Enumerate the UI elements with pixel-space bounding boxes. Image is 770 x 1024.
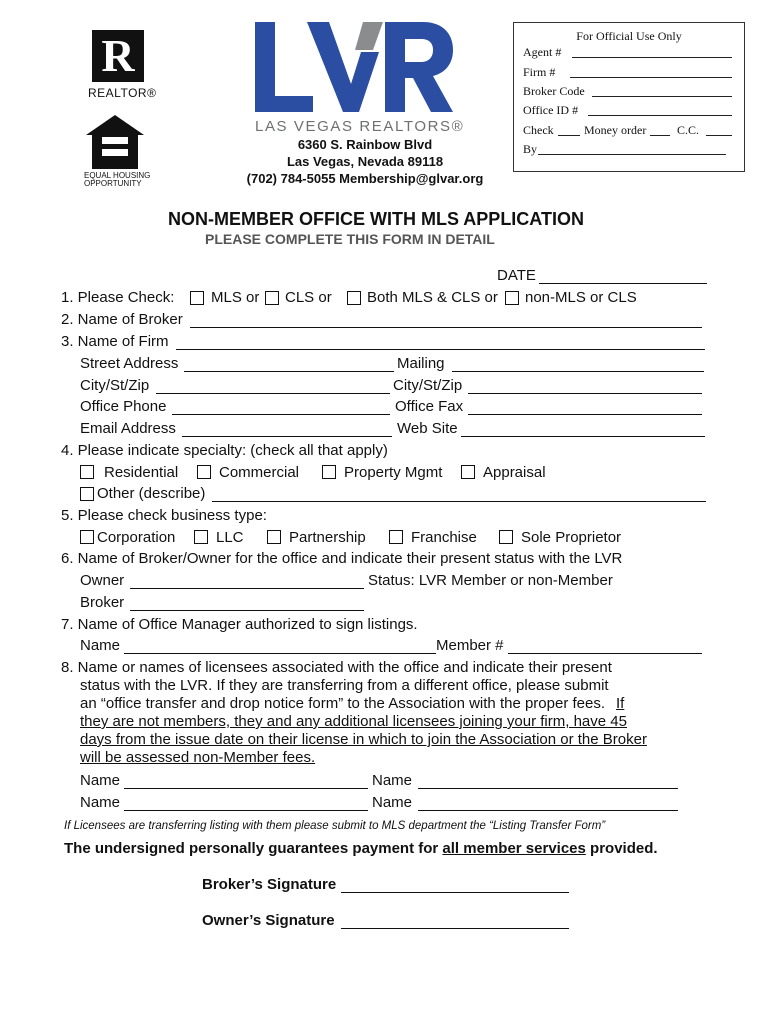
official-by-line[interactable] [538, 154, 726, 155]
official-check-label: Check [523, 123, 554, 137]
equal-housing-house-icon [84, 113, 146, 171]
appraisal-checkbox[interactable] [461, 465, 475, 479]
member-number-label: Member # [436, 637, 504, 654]
commercial-option-label: Commercial [219, 464, 300, 481]
q8-line3: an “office transfer and drop notice form” to the Association with the proper fees. [80, 695, 606, 712]
owner-field[interactable] [130, 588, 364, 589]
official-office-id-line[interactable] [588, 115, 732, 116]
mailing-city-st-zip-label: City/St/Zip [393, 377, 463, 394]
mailing-city-st-zip-field[interactable] [468, 393, 702, 394]
equal-housing-logo [82, 113, 152, 189]
member-number-field[interactable] [508, 653, 702, 654]
website-label: Web Site [397, 420, 458, 437]
licensee-name-label-4: Name [372, 794, 413, 811]
lvr-logo [255, 22, 470, 137]
llc-checkbox[interactable] [194, 530, 208, 544]
official-money-order-line[interactable] [650, 135, 670, 136]
corporation-option-label: Corporation [97, 529, 176, 546]
equal-housing-line1: EQUAL HOUSING [84, 171, 151, 180]
mls-checkbox[interactable] [190, 291, 204, 305]
address-line2: Las Vegas, Nevada 89118 [286, 154, 444, 169]
broker-signature-label: Broker’s Signature [202, 876, 337, 893]
franchise-option-label: Franchise [411, 529, 477, 546]
licensee-name-field-1[interactable] [124, 788, 368, 789]
official-office-id-label: Office ID # [523, 103, 579, 117]
licensee-name-field-4[interactable] [418, 810, 678, 811]
manager-name-field[interactable] [124, 653, 436, 654]
owner-signature-field[interactable] [341, 928, 569, 929]
date-field[interactable] [539, 283, 707, 284]
realtor-r-letter: R [101, 30, 135, 81]
office-fax-label: Office Fax [395, 398, 464, 415]
other-specialty-checkbox[interactable] [80, 487, 94, 501]
other-specialty-label: Other (describe) [97, 485, 206, 502]
owner-signature-label: Owner’s Signature [202, 912, 335, 929]
official-firm-line[interactable] [570, 77, 732, 78]
cls-checkbox[interactable] [265, 291, 279, 305]
city-st-zip-label: City/St/Zip [80, 377, 150, 394]
licensee-name-field-3[interactable] [124, 810, 368, 811]
residential-option-label: Residential [104, 464, 179, 481]
property-mgmt-option-label: Property Mgmt [344, 464, 443, 481]
office-fax-field[interactable] [468, 414, 702, 415]
form-title: NON-MEMBER OFFICE WITH MLS APPLICATION [168, 209, 584, 229]
guarantee-underlined: all member services [442, 840, 586, 857]
q3-label: 3. Name of Firm [61, 333, 169, 350]
official-title: For Official Use Only [576, 29, 682, 43]
q8-line2: status with the LVR. If they are transferring from a different office, please submit [80, 677, 609, 694]
official-agent-line[interactable] [572, 57, 732, 58]
office-phone-field[interactable] [172, 414, 390, 415]
official-by-label: By [523, 142, 538, 156]
both-mls-cls-option-label: Both MLS & CLS or [367, 289, 498, 306]
owner-label: Owner [80, 572, 125, 589]
q8-underlined-line1: they are not members, they and any additional licensees joining your firm, have 45 [80, 713, 627, 730]
mailing-label: Mailing [397, 355, 445, 372]
guarantee-prefix: The undersigned personally guarantees payment for [64, 840, 443, 857]
official-broker-code-line[interactable] [592, 96, 732, 97]
corporation-checkbox[interactable] [80, 530, 94, 544]
official-cc-label: C.C. [677, 123, 700, 137]
q6-label: 6. Name of Broker/Owner for the office and indicate their present status with the LVR [61, 550, 623, 567]
broker-field[interactable] [130, 610, 364, 611]
broker-label: Broker [80, 594, 125, 611]
street-address-label: Street Address [80, 355, 179, 372]
franchise-checkbox[interactable] [389, 530, 403, 544]
licensee-name-label-1: Name [80, 772, 121, 789]
office-phone-label: Office Phone [80, 398, 167, 415]
date-label: DATE [497, 267, 536, 284]
address-line1: 6360 S. Rainbow Blvd [297, 137, 433, 152]
website-field[interactable] [461, 436, 705, 437]
broker-name-field[interactable] [190, 327, 702, 328]
official-firm-label: Firm # [523, 65, 556, 79]
q1-label: 1. Please Check: [61, 289, 175, 306]
mailing-field[interactable] [452, 371, 704, 372]
contact-line: (702) 784-5055 Membership@glvar.org [246, 171, 484, 186]
sole-proprietor-checkbox[interactable] [499, 530, 513, 544]
firm-name-field[interactable] [176, 349, 705, 350]
both-mls-cls-checkbox[interactable] [347, 291, 361, 305]
status-label: Status: LVR Member or non-Member [368, 572, 613, 589]
property-mgmt-checkbox[interactable] [322, 465, 336, 479]
email-address-label: Email Address [80, 420, 176, 437]
address-block [220, 136, 510, 187]
q7-label: 7. Name of Office Manager authorized to sign listings. [61, 616, 418, 633]
q4-label: 4. Please indicate specialty: (check all that apply) [61, 442, 388, 459]
residential-checkbox[interactable] [80, 465, 94, 479]
q5-label: 5. Please check business type: [61, 507, 267, 524]
partnership-checkbox[interactable] [267, 530, 281, 544]
q8-if: If [616, 695, 625, 712]
official-check-line[interactable] [558, 135, 580, 136]
email-address-field[interactable] [182, 436, 392, 437]
official-use-box [513, 22, 745, 172]
mls-option-label: MLS or [211, 289, 260, 306]
official-broker-code-label: Broker Code [523, 84, 585, 98]
licensee-name-field-2[interactable] [418, 788, 678, 789]
equal-housing-line2: OPPORTUNITY [84, 179, 142, 188]
street-address-field[interactable] [184, 371, 394, 372]
guarantee-statement [64, 839, 658, 859]
q8-underlined-line2: days from the issue date on their license in which to join the Association or the Broker [80, 731, 647, 748]
appraisal-option-label: Appraisal [483, 464, 546, 481]
form-subtitle: PLEASE COMPLETE THIS FORM IN DETAIL [205, 231, 495, 247]
non-mls-checkbox[interactable] [505, 291, 519, 305]
realtor-wordmark: REALTOR® [88, 86, 157, 100]
official-money-order-label: Money order [584, 123, 647, 137]
guarantee-suffix: provided. [585, 840, 658, 857]
transfer-note: If Licensees are transferring listing with them please submit to MLS department the “Listing Transfer Form” [64, 820, 606, 832]
lvr-logo-mark [255, 22, 455, 114]
licensee-name-label-2: Name [372, 772, 413, 789]
q8-line1: 8. Name or names of licensees associated with the office and indicate their present [61, 659, 612, 676]
city-st-zip-field[interactable] [156, 393, 390, 394]
llc-option-label: LLC [216, 529, 244, 546]
broker-signature-field[interactable] [341, 892, 569, 893]
q8-underlined-line3: will be assessed non-Member fees. [80, 749, 316, 766]
cls-option-label: CLS or [285, 289, 332, 306]
licensee-name-label-3: Name [80, 794, 121, 811]
realtor-r-block [92, 30, 144, 82]
non-mls-option-label: non-MLS or CLS [525, 289, 637, 306]
commercial-checkbox[interactable] [197, 465, 211, 479]
lvr-brand-name: LAS VEGAS REALTORS® [255, 118, 465, 135]
partnership-option-label: Partnership [289, 529, 366, 546]
realtor-logo [88, 30, 157, 102]
sole-proprietor-option-label: Sole Proprietor [521, 529, 622, 546]
manager-name-label: Name [80, 637, 121, 654]
official-cc-line[interactable] [706, 135, 732, 136]
other-specialty-field[interactable] [212, 501, 706, 502]
q2-label: 2. Name of Broker [61, 311, 183, 328]
official-agent-label: Agent # [523, 45, 562, 59]
